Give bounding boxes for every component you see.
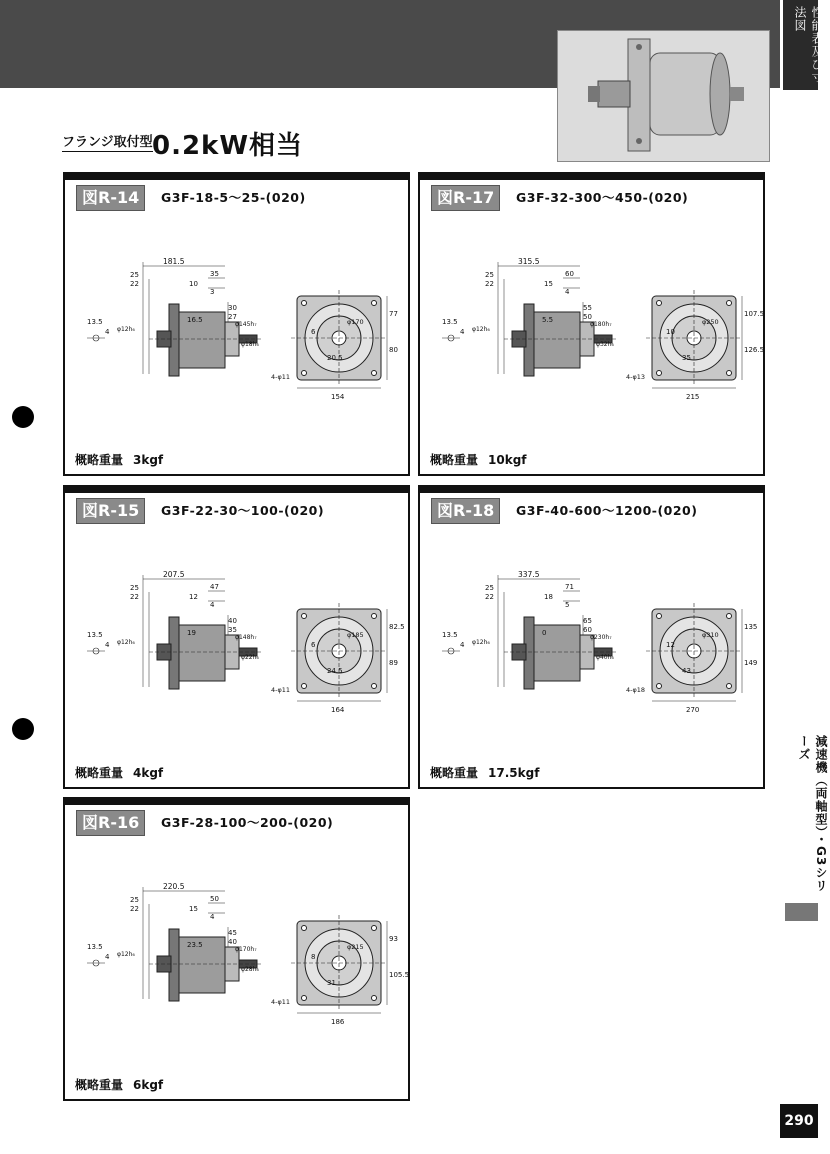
dim-label: 19 — [187, 629, 196, 637]
dimension-drawing — [65, 174, 408, 434]
product-photo — [557, 30, 770, 162]
weight-label: 概略重量 — [430, 453, 479, 467]
boss-diameter-label: φ32h₆ — [596, 341, 614, 348]
pcd-label: φ215 — [347, 943, 364, 951]
side-tab-series-label: 減速機（両軸型）・G3シリーズ — [797, 735, 828, 893]
weight-value: 3kgf — [133, 453, 164, 467]
figure-number-badge: 図R-18 — [431, 498, 500, 524]
model-number: G3F-40-600～1200-(020) — [516, 503, 698, 518]
reducer-photo-image — [558, 31, 769, 161]
mounting-holes-label: 4-φ11 — [271, 373, 291, 381]
dim-label: 93 — [389, 935, 398, 943]
dimension-drawing — [420, 487, 763, 747]
dim-label: 40 — [228, 938, 237, 946]
header-subtitle: フランジ取付型 — [62, 131, 153, 152]
dim-label: 0 — [542, 629, 547, 637]
boss-diameter-label: φ22h₆ — [241, 654, 259, 661]
figure-number-badge: 図R-16 — [76, 810, 145, 836]
weight-label: 概略重量 — [75, 766, 124, 780]
dim-label: 27 — [228, 313, 237, 321]
mounting-hole — [302, 684, 307, 689]
approx-weight — [75, 1076, 173, 1093]
dim-label: 47 — [210, 583, 219, 591]
figure-number-badge: 図R-15 — [76, 498, 145, 524]
binder-hole-top — [12, 406, 34, 428]
dim-label: 3 — [210, 288, 215, 296]
dim-label: 35 — [682, 354, 691, 362]
header-title: 0.2kW相当 — [152, 131, 304, 161]
side-tab-top — [783, 0, 824, 90]
dim-label: 25 — [130, 584, 139, 592]
dim-label: 22 — [485, 593, 494, 601]
overall-length-label: 181.5 — [163, 257, 185, 266]
mounting-hole — [657, 371, 662, 376]
mounting-holes-label: 4-φ11 — [271, 998, 291, 1006]
model-number: G3F-18-5～25-(020) — [161, 190, 306, 205]
weight-label: 概略重量 — [75, 1078, 124, 1092]
dim-label: 30 — [228, 304, 237, 312]
approx-weight — [75, 451, 173, 468]
dim-label: 4 — [105, 953, 110, 961]
mounting-hole — [302, 926, 307, 931]
weight-label: 概略重量 — [75, 453, 124, 467]
weight-label: 概略重量 — [430, 766, 479, 780]
dim-label: 4 — [105, 328, 110, 336]
mounting-hole — [372, 684, 377, 689]
mounting-hole — [657, 614, 662, 619]
dim-label: 10 — [189, 280, 198, 288]
dim-label: 13.5 — [442, 631, 458, 639]
dim-label: 13.5 — [87, 318, 103, 326]
dim-label: 40 — [228, 617, 237, 625]
dim-label: 12 — [189, 593, 198, 601]
dim-label: 50 — [210, 895, 219, 903]
flange-width-label: 164 — [331, 706, 345, 714]
dim-label: 80 — [389, 346, 398, 354]
dim-label: 45 — [228, 929, 237, 937]
weight-value: 4kgf — [133, 766, 164, 780]
mounting-hole — [727, 614, 732, 619]
dim-label: 105.5 — [389, 971, 410, 979]
dim-label: 60 — [565, 270, 574, 278]
dim-label: 82.5 — [389, 623, 405, 631]
dim-label: 6 — [311, 641, 316, 649]
mounting-hole — [302, 371, 307, 376]
mounting-hole — [302, 614, 307, 619]
dim-label: 4 — [210, 913, 215, 921]
mounting-hole — [302, 301, 307, 306]
dim-label: 13.5 — [87, 943, 103, 951]
reducer-body-side — [532, 312, 580, 368]
dim-label: 23.5 — [187, 941, 203, 949]
input-shaft-diameter-label: φ12h₆ — [472, 639, 490, 646]
dim-label: 126.5 — [744, 346, 765, 354]
dim-label: 13.5 — [87, 631, 103, 639]
dimension-drawing — [65, 487, 408, 747]
boss-diameter-label: φ28h₆ — [241, 966, 259, 973]
figure-number-badge: 図R-17 — [431, 185, 500, 211]
dim-label: 22 — [130, 905, 139, 913]
page-number: 290 — [780, 1104, 818, 1138]
dim-label: 4 — [105, 641, 110, 649]
dim-label: 5.5 — [542, 316, 554, 324]
flange-width-label: 154 — [331, 393, 345, 401]
dim-label: 8 — [311, 953, 316, 961]
flange-diameter-label: φ148h₇ — [235, 634, 257, 641]
dim-label: 43 — [682, 667, 691, 675]
input-shaft-diameter-label: φ12h₆ — [472, 326, 490, 333]
figure-panel-r17 — [418, 172, 765, 476]
overall-length-label: 220.5 — [163, 882, 185, 891]
mounting-hole — [657, 301, 662, 306]
dim-label: 22 — [485, 280, 494, 288]
figure-panel-r15 — [63, 485, 410, 789]
dim-label: 31 — [327, 979, 336, 987]
dim-label: 4 — [460, 328, 465, 336]
mounting-hole — [372, 996, 377, 1001]
model-number: G3F-28-100～200-(020) — [161, 815, 334, 830]
weight-value: 17.5kgf — [488, 766, 540, 780]
side-tab-marker — [785, 903, 818, 921]
mounting-hole — [372, 926, 377, 931]
dim-label: 135 — [744, 623, 758, 631]
dim-label: 24.5 — [327, 667, 343, 675]
weight-value: 6kgf — [133, 1078, 164, 1092]
dim-label: 71 — [565, 583, 574, 591]
dim-label: 15 — [544, 280, 553, 288]
dim-label: 4 — [565, 288, 570, 296]
boss-diameter-label: φ18h₆ — [241, 341, 259, 348]
overall-length-label: 207.5 — [163, 570, 185, 579]
figure-number-badge: 図R-14 — [76, 185, 145, 211]
reducer-body-side — [532, 625, 580, 681]
overall-length-label: 315.5 — [518, 257, 540, 266]
flange-diameter-label: φ180h₇ — [590, 321, 612, 328]
mounting-hole — [727, 301, 732, 306]
flange-width-label: 270 — [686, 706, 700, 714]
pcd-label: φ185 — [347, 631, 364, 639]
dim-label: 25 — [130, 271, 139, 279]
weight-value: 10kgf — [488, 453, 527, 467]
pcd-label: φ250 — [702, 318, 719, 326]
dim-label: 15 — [189, 905, 198, 913]
figure-panel-r16 — [63, 797, 410, 1101]
dim-label: 107.5 — [744, 310, 765, 318]
dim-label: 18 — [544, 593, 553, 601]
dim-label: 4 — [210, 601, 215, 609]
input-shaft-diameter-label: φ12h₆ — [117, 326, 135, 333]
dim-label: 22 — [130, 593, 139, 601]
figure-panel-r18 — [418, 485, 765, 789]
dim-label: 5 — [565, 601, 570, 609]
model-number: G3F-22-30～100-(020) — [161, 503, 325, 518]
mounting-hole — [657, 684, 662, 689]
figure-panel-r14 — [63, 172, 410, 476]
dim-label: 50 — [583, 313, 592, 321]
dim-label: 10 — [666, 328, 675, 336]
dim-label: 6 — [311, 328, 316, 336]
flange-diameter-label: φ145h₇ — [235, 321, 257, 328]
dim-label: 20.5 — [327, 354, 343, 362]
approx-weight — [430, 451, 537, 468]
flange-width-label: 215 — [686, 393, 700, 401]
flange-width-label: 186 — [331, 1018, 345, 1026]
dim-label: 55 — [583, 304, 592, 312]
mounting-hole — [727, 371, 732, 376]
pcd-label: φ170 — [347, 318, 364, 326]
dim-label: 60 — [583, 626, 592, 634]
dimension-drawing — [420, 174, 763, 434]
side-tab-top-label: 性能表及び寸法図 — [793, 6, 824, 84]
dim-label: 22 — [130, 280, 139, 288]
mounting-holes-label: 4-φ18 — [626, 686, 646, 694]
flange-diameter-label: φ230h₇ — [590, 634, 612, 641]
dim-label: 35 — [228, 626, 237, 634]
side-tab-series — [788, 735, 828, 905]
dim-label: 149 — [744, 659, 758, 667]
dim-label: 77 — [389, 310, 398, 318]
mounting-holes-label: 4-φ13 — [626, 373, 646, 381]
flange-diameter-label: φ170h₇ — [235, 946, 257, 953]
overall-length-label: 337.5 — [518, 570, 540, 579]
boss-diameter-label: φ40h₆ — [596, 654, 614, 661]
input-shaft-diameter-label: φ12h₆ — [117, 951, 135, 958]
pcd-label: φ310 — [702, 631, 719, 639]
mounting-hole — [372, 371, 377, 376]
dim-label: 16.5 — [187, 316, 203, 324]
approx-weight — [75, 764, 173, 781]
dim-label: 65 — [583, 617, 592, 625]
mounting-hole — [302, 996, 307, 1001]
reducer-body-side — [177, 625, 225, 681]
dim-label: 25 — [485, 584, 494, 592]
mounting-hole — [727, 684, 732, 689]
dim-label: 89 — [389, 659, 398, 667]
mounting-holes-label: 4-φ11 — [271, 686, 291, 694]
dim-label: 35 — [210, 270, 219, 278]
dim-label: 13.5 — [442, 318, 458, 326]
dim-label: 4 — [460, 641, 465, 649]
model-number: G3F-32-300～450-(020) — [516, 190, 689, 205]
mounting-hole — [372, 614, 377, 619]
approx-weight — [430, 764, 549, 781]
dim-label: 25 — [130, 896, 139, 904]
input-shaft-diameter-label: φ12h₆ — [117, 639, 135, 646]
dim-label: 12 — [666, 641, 675, 649]
dim-label: 25 — [485, 271, 494, 279]
dimension-drawing — [65, 799, 408, 1059]
binder-hole-bottom — [12, 718, 34, 740]
mounting-hole — [372, 301, 377, 306]
